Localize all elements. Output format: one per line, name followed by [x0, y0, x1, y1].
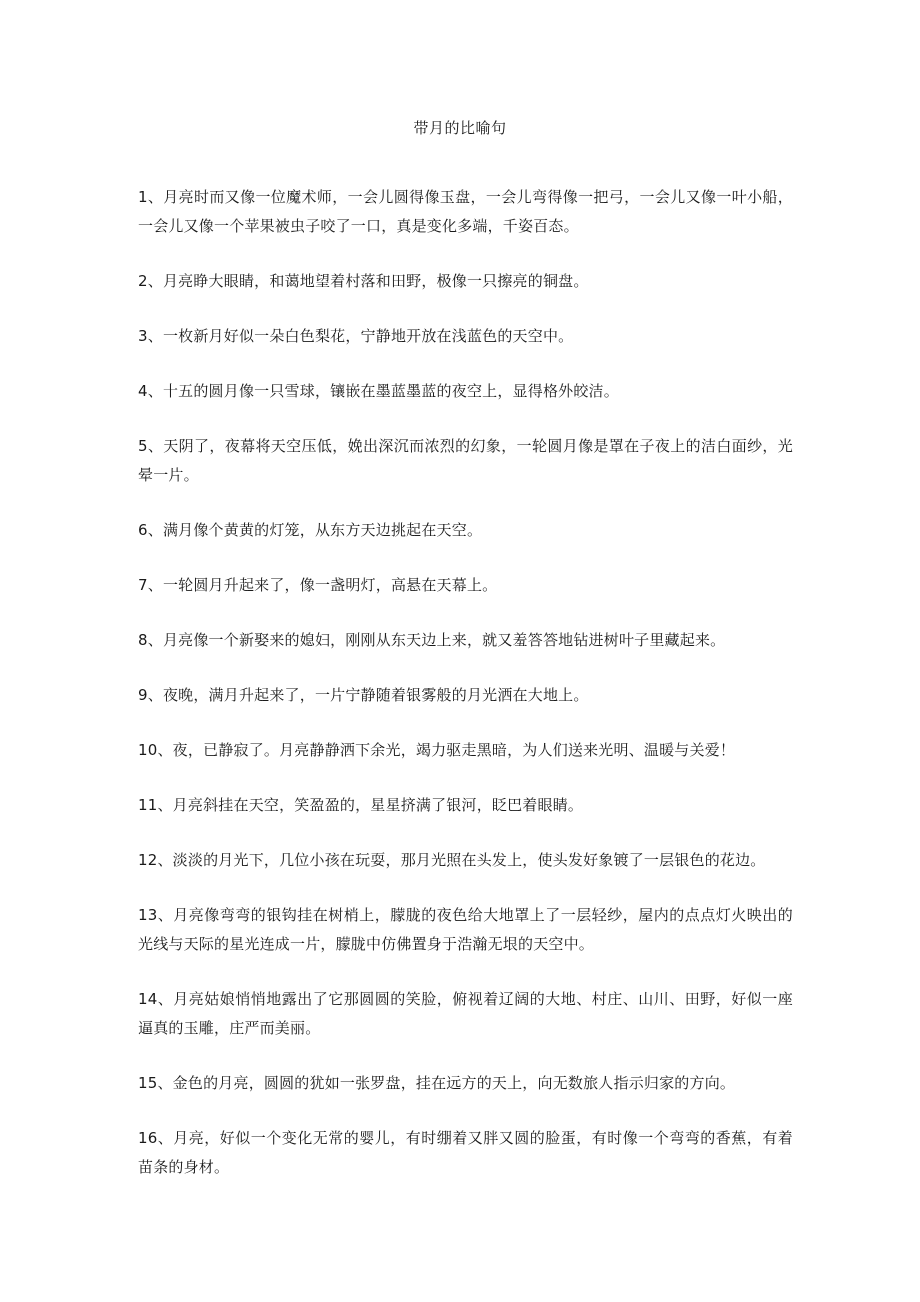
paragraph-4: 4、十五的圆月像一只雪球，镶嵌在墨蓝墨蓝的夜空上，显得格外皎洁。 — [138, 382, 619, 400]
document-body — [138, 183, 793, 1208]
paragraph-13: 13、月亮像弯弯的银钩挂在树梢上，朦胧的夜色给大地罩上了一层轻纱，屋内的点点灯火映出的光线与天际的星光连成一片，朦胧中仿佛置身于浩瀚无垠的天空中。 — [138, 906, 793, 953]
paragraph-12: 12、淡淡的月光下，几位小孩在玩耍，那月光照在头发上，使头发好象镀了一层银色的花边。 — [138, 851, 766, 869]
paragraph-2: 2、月亮睁大眼睛，和蔼地望着村落和田野，极像一只擦亮的铜盘。 — [138, 272, 589, 290]
paragraph-8: 8、月亮像一个新娶来的媳妇，刚刚从东天边上来，就又羞答答地钻进树叶子里藏起来。 — [138, 631, 726, 649]
paragraph-16: 16、月亮，好似一个变化无常的婴儿，有时绷着又胖又圆的脸蛋，有时像一个弯弯的香蕉，有着苗条的身材。 — [138, 1129, 793, 1176]
paragraph-5: 5、天阴了，夜幕将天空压低，娩出深沉而浓烈的幻象，一轮圆月像是罩在子夜上的洁白面纱，光晕一片。 — [138, 437, 793, 484]
document-title: 带月的比喻句 — [413, 119, 507, 137]
paragraph-9: 9、夜晚，满月升起来了，一片宁静随着银雾般的月光洒在大地上。 — [138, 686, 589, 704]
paragraph-11: 11、月亮斜挂在天空，笑盈盈的，星星挤满了银河，眨巴着眼睛。 — [138, 796, 584, 814]
paragraph-15: 15、金色的月亮，圆圆的犹如一张罗盘，挂在远方的天上，向无数旅人指示归家的方向。 — [138, 1074, 736, 1092]
paragraph-1: 1、月亮时而又像一位魔术师，一会儿圆得像玉盘，一会儿弯得像一把弓，一会儿又像一叶小船，一会儿又像一个苹果被虫子咬了一口，真是变化多端，千姿百态。 — [138, 188, 793, 235]
paragraph-10: 10、夜，已静寂了。月亮静静洒下余光，竭力驱走黑暗，为人们送来光明、温暖与关爱！ — [138, 741, 736, 759]
paragraph-6: 6、满月像个黄黄的灯笼，从东方天边挑起在天空。 — [138, 521, 483, 539]
paragraph-14: 14、月亮姑娘悄悄地露出了它那圆圆的笑脸，俯视着辽阔的大地、村庄、山川、田野，好似一座逼真的玉雕，庄严而美丽。 — [138, 990, 793, 1037]
paragraph-7: 7、一轮圆月升起来了，像一盏明灯，高悬在天幕上。 — [138, 576, 498, 594]
paragraph-3: 3、一枚新月好似一朵白色梨花，宁静地开放在浅蓝色的天空中。 — [138, 327, 574, 345]
